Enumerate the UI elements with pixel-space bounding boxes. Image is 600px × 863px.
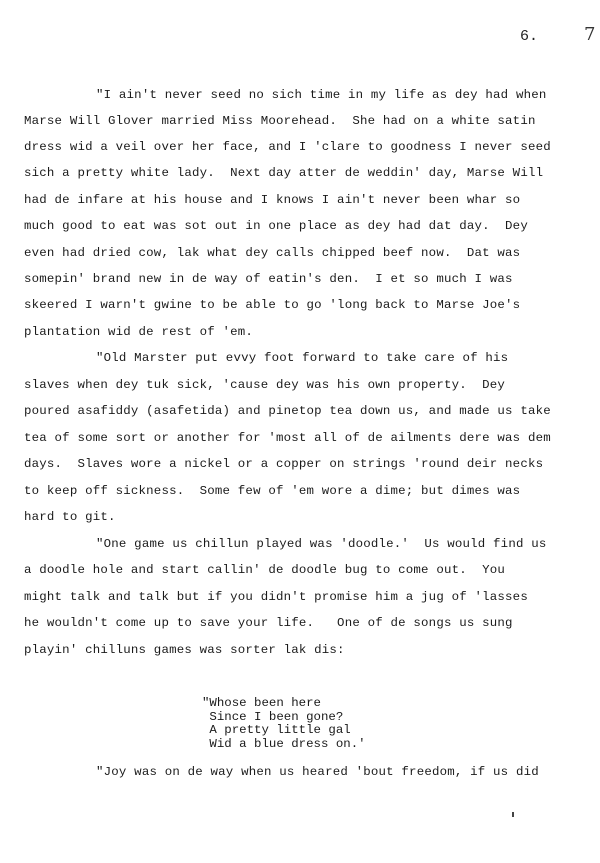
- stray-ink-mark: [512, 812, 514, 817]
- text-line: Marse Will Glover married Miss Moorehead. She had on a white satin: [24, 114, 536, 128]
- text-line: dress wid a veil over her face, and I 'clare to goodness I never seed: [24, 140, 551, 154]
- text-line: a doodle hole and start callin' de doodle bug to come out. You: [24, 563, 506, 577]
- text-line: somepin' brand new in de way of eatin's den. I et so much I was: [24, 272, 513, 286]
- text-line: tea of some sort or another for 'most all of de ailments dere was dem: [24, 431, 551, 445]
- text-line: poured asafiddy (asafetida) and pinetop tea down us, and made us take: [24, 404, 551, 418]
- text-line: even had dried cow, lak what dey calls chipped beef now. Dat was: [24, 246, 521, 260]
- page-number-typed: 6.: [520, 28, 539, 45]
- text-line: had de infare at his house and I knows I ain't never been whar so: [24, 193, 521, 207]
- text-line: "Joy was on de way when us heared 'bout freedom, if us did: [96, 765, 539, 779]
- text-line: he wouldn't come up to save your life. One of de songs us sung: [24, 616, 513, 630]
- text-line: much good to eat was sot out in one place as dey had dat day. Dey: [24, 219, 528, 233]
- text-line: playin' chilluns games was sorter lak dis:: [24, 643, 345, 657]
- verse-line: "Whose been here: [202, 696, 321, 710]
- text-line: slaves when dey tuk sick, 'cause dey was his own property. Dey: [24, 378, 506, 392]
- verse-line: Since I been gone?: [202, 709, 344, 724]
- song-verse: [202, 697, 366, 751]
- text-line: hard to git.: [24, 510, 116, 524]
- text-line: sich a pretty white lady. Next day atter de weddin' day, Marse Will: [24, 166, 544, 180]
- text-line: skeered I warn't gwine to be able to go 'long back to Marse Joe's: [24, 298, 521, 312]
- text-line: to keep off sickness. Some few of 'em wore a dime; but dimes was: [24, 484, 521, 498]
- page-number-handwritten: 7: [584, 24, 596, 45]
- text-line: "One game us chillun played was 'doodle.' Us would find us: [96, 537, 547, 551]
- text-line: "I ain't never seed no sich time in my life as dey had when: [96, 88, 547, 102]
- verse-line: Wid a blue dress on.': [202, 736, 366, 751]
- text-line: plantation wid de rest of 'em.: [24, 325, 254, 339]
- verse-line: A pretty little gal: [202, 723, 351, 737]
- text-line: "Old Marster put evvy foot forward to take care of his: [96, 351, 509, 365]
- text-line: might talk and talk but if you didn't promise him a jug of 'lasses: [24, 590, 528, 604]
- text-line: days. Slaves wore a nickel or a copper on strings 'round deir necks: [24, 457, 544, 471]
